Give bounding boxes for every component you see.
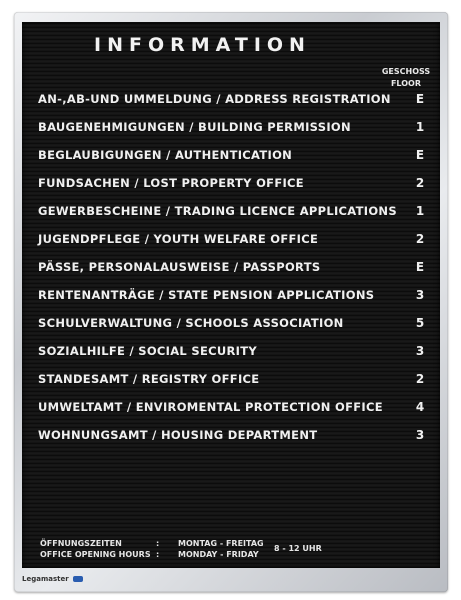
directory-row <box>38 204 430 224</box>
board-title: INFORMATION <box>94 34 311 56</box>
brand-label <box>22 572 83 586</box>
floor-value: 2 <box>415 372 425 386</box>
floor-value: E <box>415 260 425 274</box>
directory-entry: UMWELTAMT / ENVIROMENTAL PROTECTION OFFICE <box>38 400 383 414</box>
directory-row <box>38 120 430 140</box>
floor-value: 2 <box>415 232 425 246</box>
floor-value: 4 <box>415 400 425 414</box>
opening-days-en: MONDAY - FRIDAY <box>178 550 259 559</box>
floor-value: E <box>415 148 425 162</box>
directory-row <box>38 232 430 252</box>
floor-value: 3 <box>415 288 425 302</box>
directory-row <box>38 372 430 392</box>
directory-row <box>38 176 430 196</box>
opening-hours-label-en: OFFICE OPENING HOURS <box>40 550 151 559</box>
floor-column-header <box>378 66 434 90</box>
directory-entry: BEGLAUBIGUNGEN / AUTHENTICATION <box>38 148 293 162</box>
directory-row <box>38 92 430 112</box>
directory-entry: AN-,AB-UND UMMELDUNG / ADDRESS REGISTRATION <box>38 92 391 106</box>
floor-header-en: FLOOR <box>390 79 422 88</box>
floor-value: E <box>415 92 425 106</box>
floor-value: 2 <box>415 176 425 190</box>
opening-days-de: MONTAG - FREITAG <box>178 539 264 548</box>
directory-entry: SOZIALHILFE / SOCIAL SECURITY <box>38 344 257 358</box>
directory-entry: PÄSSE, PERSONALAUSWEISE / PASSPORTS <box>38 260 321 274</box>
directory-entry: STANDESAMT / REGISTRY OFFICE <box>38 372 260 386</box>
directory-entry: BAUGENEHMIGUNGEN / BUILDING PERMISSION <box>38 120 351 134</box>
opening-hours-label-de: ÖFFNUNGSZEITEN <box>40 539 122 548</box>
floor-value: 5 <box>415 316 425 330</box>
floor-value: 3 <box>415 428 425 442</box>
directory-row <box>38 288 430 308</box>
directory-entry: JUGENDPFLEGE / YOUTH WELFARE OFFICE <box>38 232 319 246</box>
directory-row <box>38 428 430 448</box>
directory-entry: FUNDSACHEN / LOST PROPERTY OFFICE <box>38 176 304 190</box>
separator: : <box>156 550 160 559</box>
floor-value: 3 <box>415 344 425 358</box>
directory-entry: RENTENANTRÄGE / STATE PENSION APPLICATIONS <box>38 288 375 302</box>
directory-row <box>38 344 430 364</box>
floor-value: 1 <box>415 120 425 134</box>
brand-logo-icon <box>73 576 83 582</box>
letter-board <box>22 22 440 568</box>
brand-name: Legamaster <box>22 575 69 583</box>
floor-value: 1 <box>415 204 425 218</box>
directory-entry: SCHULVERWALTUNG / SCHOOLS ASSOCIATION <box>38 316 344 330</box>
directory-entry: GEWERBESCHEINE / TRADING LICENCE APPLICATIONS <box>38 204 397 218</box>
separator: : <box>156 539 160 548</box>
directory-entry: WOHNUNGSAMT / HOUSING DEPARTMENT <box>38 428 318 442</box>
directory-row <box>38 260 430 280</box>
opening-hours-time: 8 - 12 UHR <box>274 544 322 553</box>
directory-row <box>38 316 430 336</box>
floor-header-de: GESCHOSS <box>381 67 431 76</box>
directory-row <box>38 400 430 420</box>
directory-row <box>38 148 430 168</box>
